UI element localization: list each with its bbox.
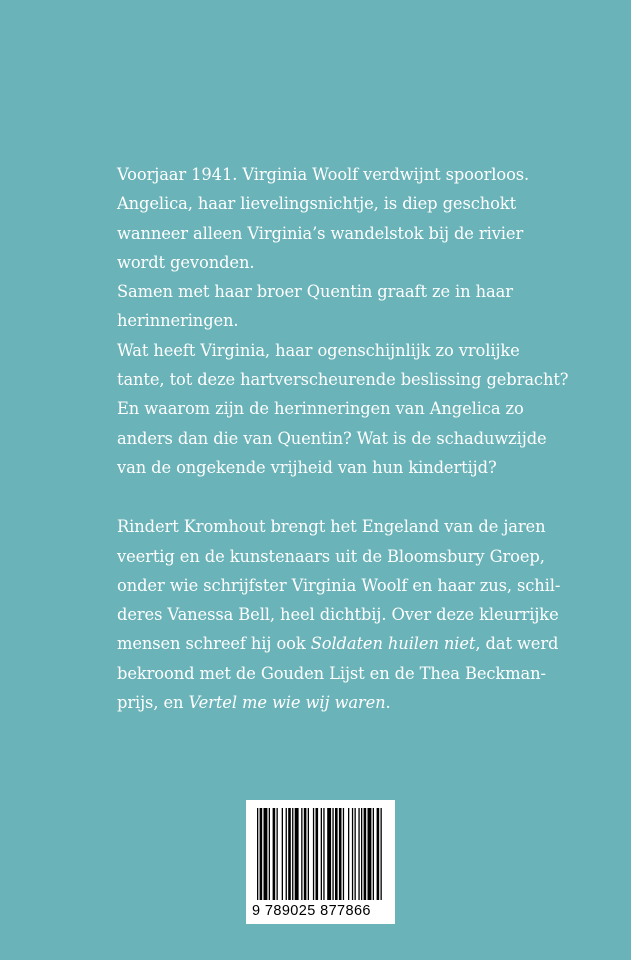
barcode-bar	[295, 808, 299, 900]
author-line-text: mensen schreef hij ook	[117, 634, 311, 654]
book-title-vertel: Vertel me wie wij waren	[188, 693, 386, 713]
summary-line: Wat heeft Virginia, haar ogenschijnlijk zo vrolijke	[117, 340, 520, 360]
barcode-bar	[373, 808, 374, 900]
summary-line: wordt gevonden.	[117, 252, 255, 272]
barcode-bar	[361, 808, 362, 900]
barcode-bar	[313, 808, 314, 900]
barcode-bar	[316, 808, 319, 900]
isbn-barcode	[246, 800, 395, 924]
author-paragraph	[117, 512, 622, 717]
barcode-bar	[273, 808, 276, 900]
barcode-bar	[368, 808, 372, 900]
barcode-bar	[335, 808, 338, 900]
isbn-number: 9 789025 877866	[252, 903, 371, 919]
summary-line: anders dan die van Quentin? Wat is de schaduwzijde	[117, 428, 547, 448]
barcode-bar	[269, 808, 270, 900]
author-line: Rindert Kromhout brengt het Engeland van de jaren	[117, 517, 546, 537]
summary-line: wanneer alleen Virginia’s wandelstok bij de rivier	[117, 223, 524, 243]
barcode-bar	[327, 808, 331, 900]
barcode-bar	[377, 808, 380, 900]
book-title-soldaten: Soldaten huilen niet	[310, 634, 476, 654]
barcode-bar	[358, 808, 359, 900]
author-line	[117, 629, 622, 658]
summary-line: tante, tot deze hartverscheurende beslissing gebracht?	[117, 370, 569, 390]
barcode-bar	[264, 808, 268, 900]
barcode-bar	[348, 808, 349, 900]
barcode-bar	[286, 808, 287, 900]
barcode-bar	[292, 808, 293, 900]
barcode-bar	[364, 808, 367, 900]
summary-line: Voorjaar 1941. Virginia Woolf verdwijnt spoorloos.	[117, 165, 530, 184]
summary-line: Samen met haar broer Quentin graaft ze in haar	[117, 282, 513, 302]
author-line: onder wie schrijfster Virginia Woolf en haar zus, schil-	[117, 575, 561, 595]
author-line-text: prijs, en	[117, 693, 189, 713]
summary-line: En waarom zijn de herinneringen van Angelica zo	[117, 399, 524, 419]
barcode-bar	[257, 808, 258, 900]
barcode-bar	[339, 808, 342, 900]
summary-paragraph	[117, 160, 622, 482]
author-line: bekroond met de Gouden Lijst en de Thea Beckman-	[117, 663, 546, 683]
back-cover-text	[117, 160, 622, 717]
barcode-bar	[288, 808, 291, 900]
barcode-bar	[352, 808, 353, 900]
barcode-bar	[301, 808, 302, 900]
barcode-bar	[381, 808, 382, 900]
barcode-bar	[277, 808, 278, 900]
barcode-bar	[332, 808, 333, 900]
barcode-bar	[321, 808, 322, 900]
summary-line: Angelica, haar lievelingsnichtje, is diep geschokt	[117, 194, 517, 214]
summary-line: van de ongekende vrijheid van hun kindertijd?	[117, 457, 497, 477]
barcode-bar	[282, 808, 283, 900]
barcode-bar	[355, 808, 356, 900]
barcode-bar	[304, 808, 307, 900]
author-line	[117, 688, 622, 717]
summary-line: herinneringen.	[117, 311, 239, 331]
barcode-bar	[323, 808, 324, 900]
author-line: veertig en de kunstenaars uit de Bloomsbury Groep,	[117, 546, 545, 566]
barcode-bar	[308, 808, 309, 900]
author-line: deres Vanessa Bell, heel dichtbij. Over deze kleurrijke	[117, 605, 559, 625]
author-line-text: .	[385, 693, 391, 713]
author-line-text: , dat werd	[475, 634, 559, 654]
barcode-bar	[260, 808, 263, 900]
barcode-bar	[343, 808, 344, 900]
